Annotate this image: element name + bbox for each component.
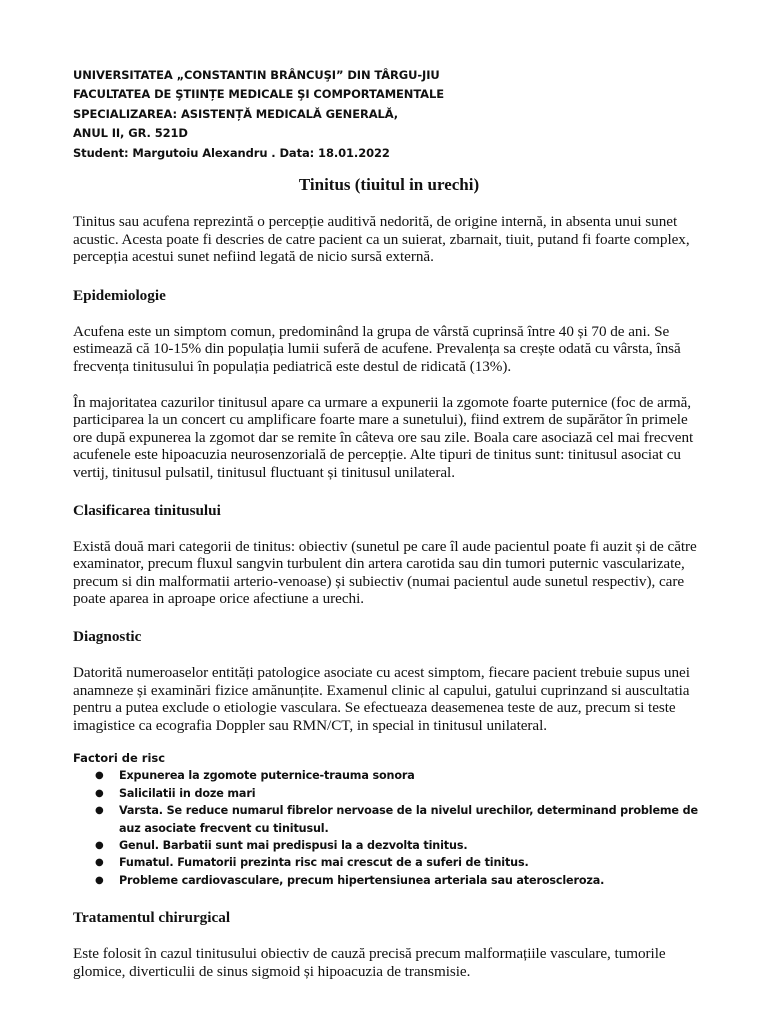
list-item: ● Fumatul. Fumatorii prezinta risc mai crescut de a suferi de tinitus.	[73, 854, 705, 871]
faculty-line: FACULTATEA DE ŞTIINȚE MEDICALE ŞI COMPORTAMENTALE	[73, 87, 444, 102]
epidemiologie-paragraph-1: Acufena este un simptom comun, predominând la grupa de vârstă cuprinsă între 40 și 70 de ani. Se estimează că 10-15% din populația lumii suferă de acufene. Prevalența sa crește odată cu vârsta, însă frecvența tinitusului în populația pediatrică este destul de ridicată (13%).	[73, 322, 681, 375]
bullet-icon: ●	[95, 805, 104, 817]
bullet-icon: ●	[95, 787, 104, 799]
bullet-icon: ●	[95, 839, 104, 851]
heading-factori-risc: Factori de risc	[73, 751, 166, 766]
epidemiologie-paragraph-2: În majoritatea cazurilor tinitusul apare ca urmare a expunerii la zgomote foarte puternice (foc de armă, participarea la un concert cu amplificare foarte mare a sunetului), fiind extrem de supărător în primele ore după expunerea la zgomot dar se remite în câteva ore sau zile. Boala care asociază cel mai frecvent acufenele este hipoacuzia neurosenzorială de percepție. Alte tipuri de tinitus sunt: tinitusul asociat cu vertij, tinitusul pulsatil, tinitusul fluctuant și tinitusul unilateral.	[73, 393, 694, 481]
bullet-icon: ●	[95, 770, 104, 782]
student-date-line: Student: Margutoiu Alexandru . Data: 18.01.2022	[73, 145, 390, 160]
list-item: ● Salicilatii in doze mari	[73, 785, 705, 802]
diagnostic-paragraph: Datorită numeroaselor entități patologice asociate cu acest simptom, fiecare pacient trebuie supus unei anamneze și examinări fizice amănunțite. Examenul clinic al capului, gatului cuprinzand si auscultatia pentru a putea exclude o etiologie vasculara. Se efectueaza deasemenea teste de auz, precum si teste imagistice ca ecografia Doppler sau RMN/CT, in special in tinitusul unilateral.	[73, 663, 690, 734]
bullet-icon: ●	[95, 874, 104, 886]
heading-tratament: Tratamentul chirurgical	[73, 909, 231, 927]
list-item: ● Probleme cardiovasculare, precum hipertensiunea arteriala sau ateroscleroza.	[73, 872, 705, 889]
document-page	[73, 66, 705, 980]
university-line: UNIVERSITATEA „CONSTANTIN BRÂNCUŞI” DIN TÂRGU-JIU	[73, 68, 440, 82]
heading-epidemiologie: Epidemiologie	[73, 286, 166, 304]
tratament-paragraph: Este folosit în cazul tinitusului obiectiv de cauză precisă precum malformațiile vasculare, tumorile glomice, diverticulii de sinus sigmoid și hipoacuzia de transmisie.	[73, 945, 666, 980]
document-header	[73, 66, 705, 163]
year-group-line: ANUL II, GR. 521D	[73, 126, 188, 141]
intro-paragraph: Tinitus sau acufena reprezintă o percepție auditivă nedorită, de origine internă, in absenta unui sunet acustic. Acesta poate fi descries de catre pacient ca un suierat, zbarnait, tiuit, putand fi foarte complex, percepția acestui sunet nefiind legată de nicio sursă externă.	[73, 213, 690, 266]
bullet-icon: ●	[95, 857, 104, 869]
list-item: ● Expunerea la zgomote puternice-trauma sonora	[73, 767, 705, 784]
clasificare-paragraph: Există două mari categorii de tinitus: obiectiv (sunetul pe care îl aude pacientul poate fi auzit și de către examinator, precum fluxul sangvin turbulent din artera carotida sau din tumori puternic vascularizate, precum si din malformatii arterio-venoase) și subiectiv (numai pacientul aude sunetul respectiv), care poate aparea in aproape orice afectiune a urechi.	[73, 537, 697, 608]
document-title: Tinitus (tiuitul in urechi)	[298, 175, 480, 195]
heading-clasificare: Clasificarea tinitusului	[73, 501, 221, 519]
heading-diagnostic: Diagnostic	[73, 627, 142, 645]
list-item: ● Genul. Barbatii sunt mai predispusi la a dezvolta tinitus.	[73, 837, 705, 854]
risk-factors-list	[73, 767, 705, 889]
list-item: ● Varsta. Se reduce numarul fibrelor nervoase de la nivelul urechilor, determinand probleme de auz asociate frecvent cu tinitusul.	[95, 804, 698, 835]
specialization-line: SPECIALIZAREA: ASISTENȚĂ MEDICALĂ GENERALĂ,	[73, 106, 399, 121]
